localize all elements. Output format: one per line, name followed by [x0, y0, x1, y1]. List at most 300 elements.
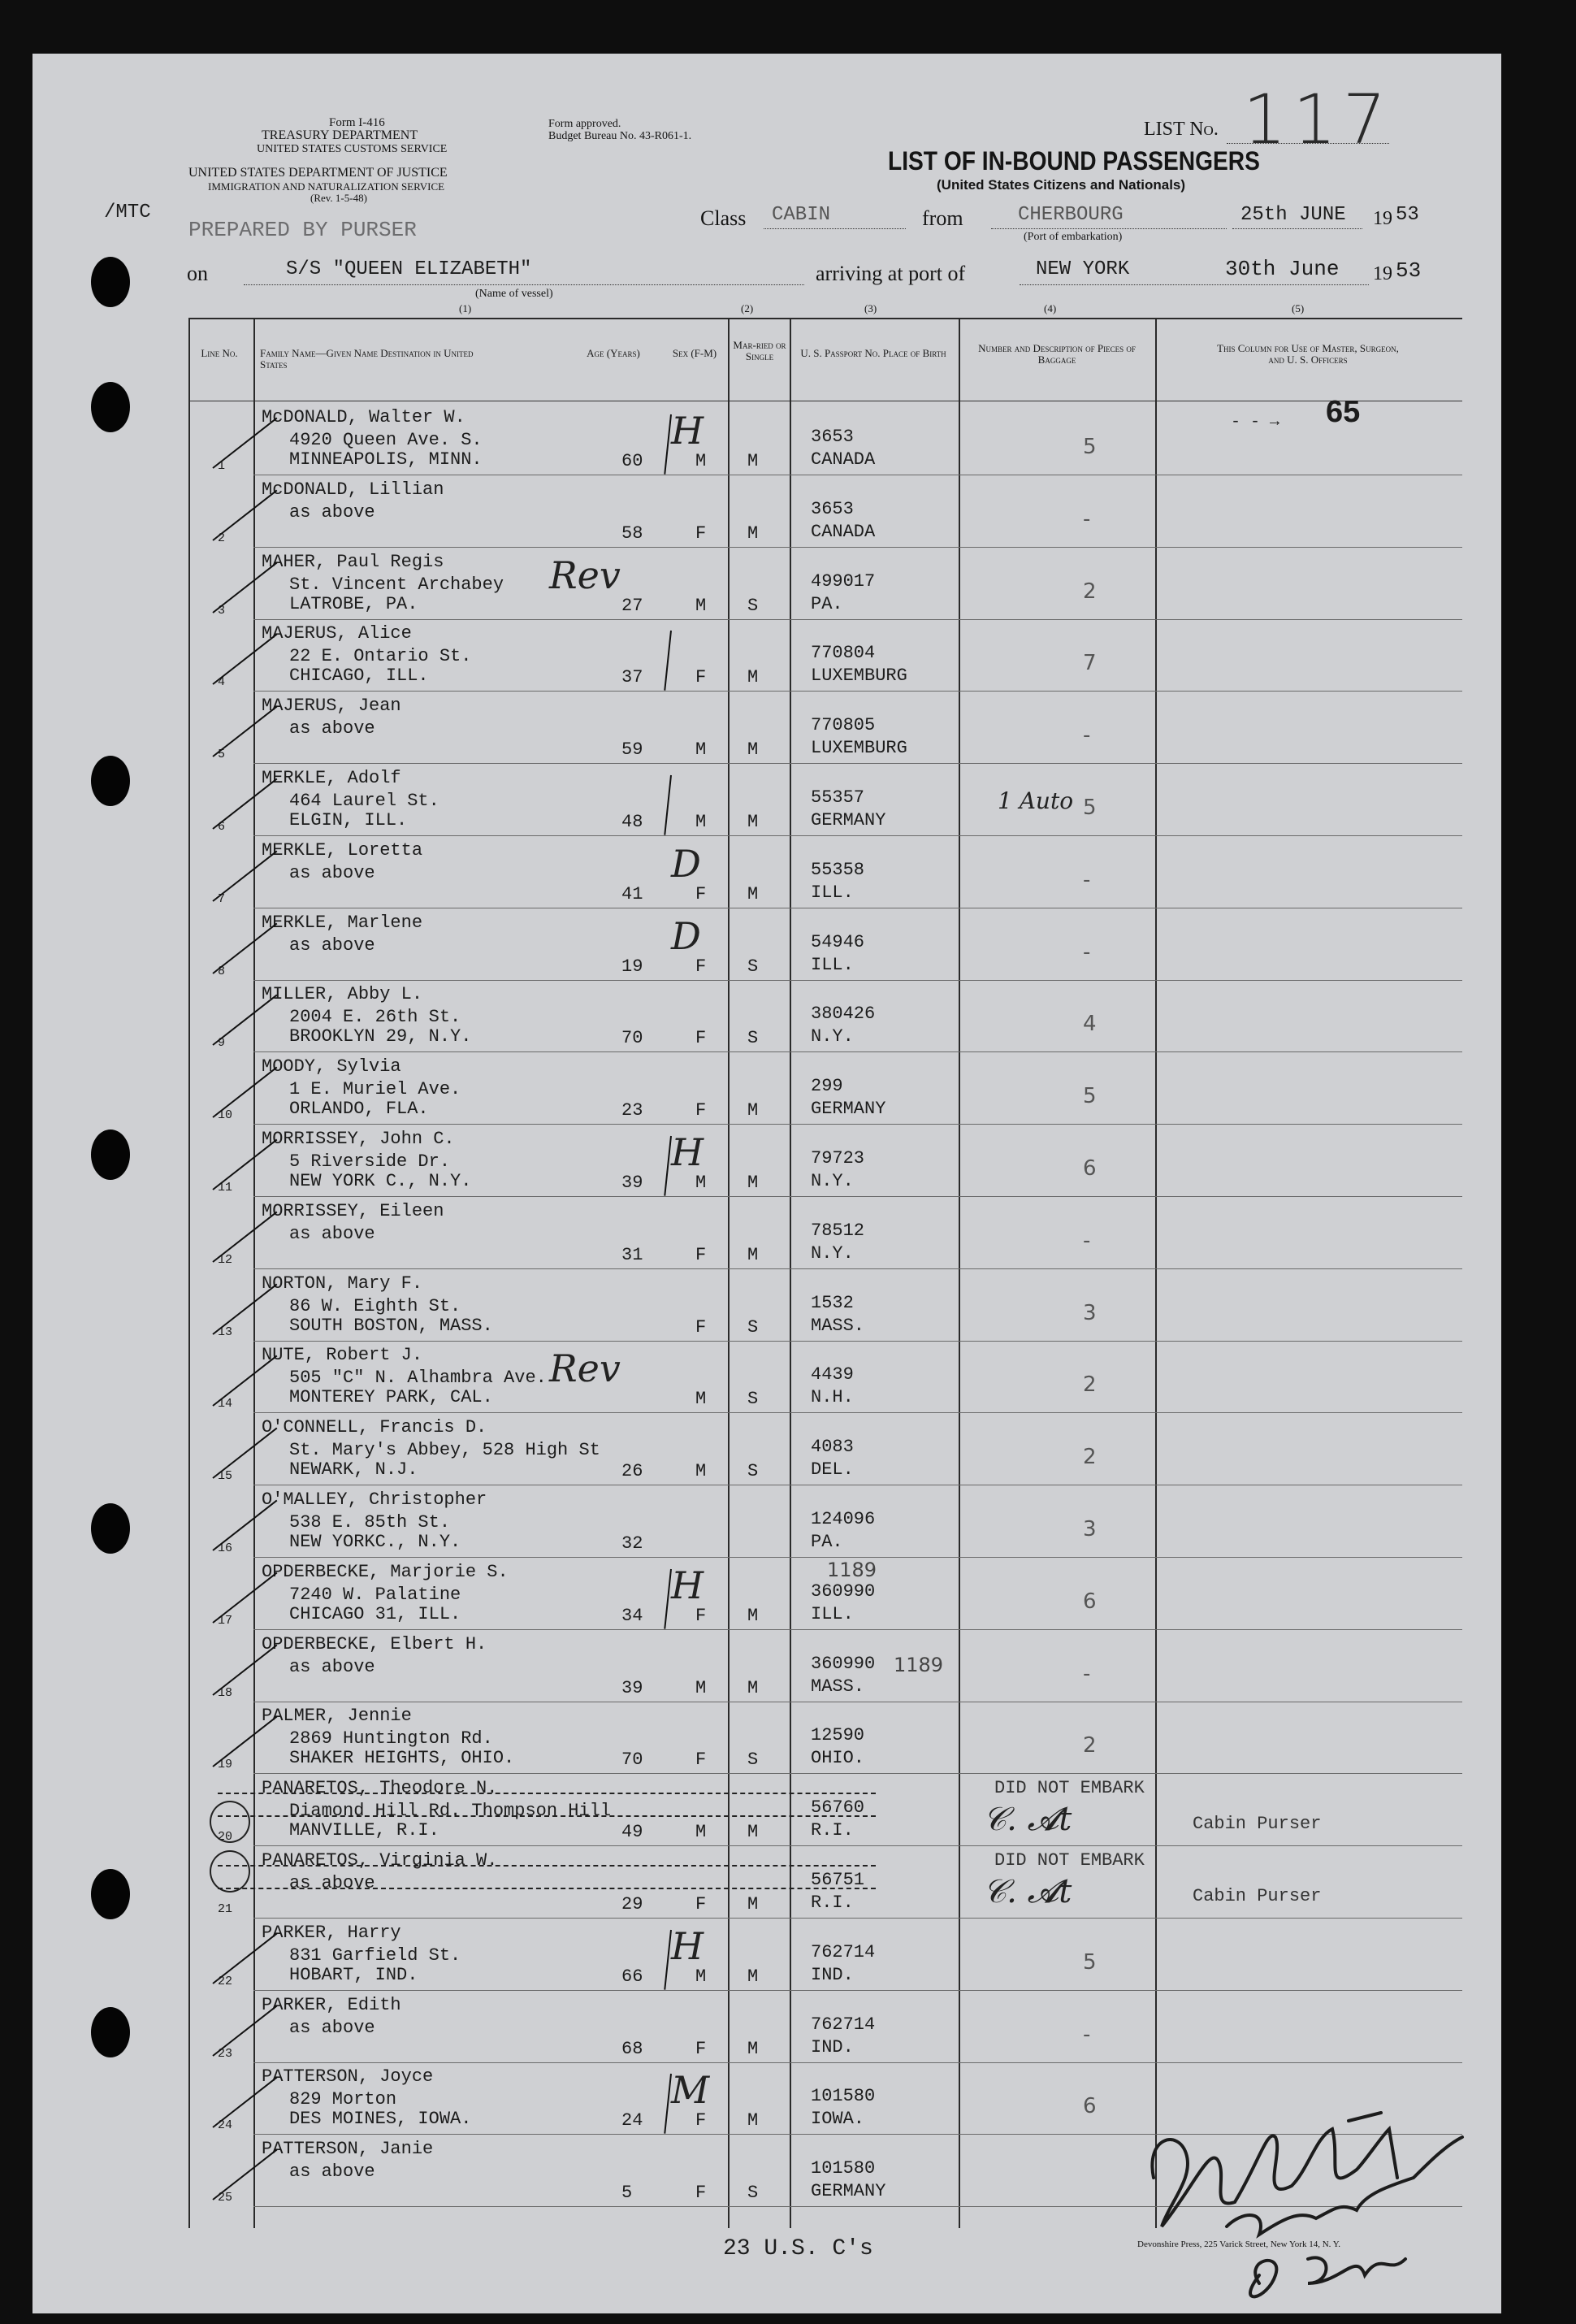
address-line-1: 505 "C" N. Alhambra Ave.: [289, 1368, 547, 1388]
handwritten-mark: D: [671, 914, 701, 958]
purser-initials-mark: 𝒞. 𝓐t: [983, 1873, 1072, 1910]
table-row: [0, 547, 1576, 618]
passport-number: 1532: [811, 1293, 854, 1313]
officer-note: 65: [1326, 395, 1361, 429]
place-of-birth: LUXEMBURG: [811, 666, 907, 686]
passport-number: 360990: [811, 1581, 876, 1602]
passenger-sex: M: [695, 1678, 707, 1698]
marital-status: M: [747, 451, 759, 471]
marital-status: M: [747, 884, 759, 904]
vessel-caption: (Name of vessel): [475, 288, 553, 300]
address-line-2: ORLANDO, FLA.: [289, 1099, 429, 1119]
place-of-birth: LUXEMBURG: [811, 738, 907, 758]
passenger-age: 19: [621, 956, 643, 977]
treasury-department: TREASURY DEPARTMENT: [262, 128, 418, 142]
passenger-age: 41: [621, 884, 643, 904]
address-line-1: as above: [289, 1657, 375, 1677]
col-num-2: (2): [741, 302, 754, 314]
passenger-name: NUTE, Robert J.: [262, 1345, 423, 1365]
address-line-2: DES MOINES, IOWA.: [289, 2109, 472, 2129]
address-line-2: MANVILLE, R.I.: [289, 1820, 439, 1841]
handwritten-mark: H: [671, 1563, 704, 1607]
handwritten-mark: H: [671, 1924, 704, 1968]
marital-status: S: [747, 1028, 759, 1048]
class-underline: [764, 228, 906, 229]
passenger-name: McDONALD, Walter W.: [262, 407, 465, 427]
address-line-1: as above: [289, 863, 375, 883]
form-approved: Form approved.: [548, 118, 621, 130]
passenger-age: 26: [621, 1461, 643, 1481]
passenger-age: 58: [621, 523, 643, 544]
passenger-name: PARKER, Harry: [262, 1923, 401, 1943]
inspector-stroke: [664, 631, 672, 691]
check-tick: [212, 778, 277, 830]
passport-correction: 1189: [827, 1559, 877, 1581]
address-line-2: SHAKER HEIGHTS, OHIO.: [289, 1748, 515, 1768]
passenger-sex: F: [695, 523, 707, 544]
circled-line-number: [210, 1850, 250, 1893]
address-line-1: 22 E. Ontario St.: [289, 646, 472, 666]
line-number: 3: [218, 604, 226, 618]
from-underline: [991, 228, 1227, 229]
col-num-4: (4): [1044, 302, 1057, 314]
passenger-age: 49: [621, 1822, 643, 1842]
baggage-count: 3: [1083, 1517, 1097, 1541]
check-tick: [212, 1428, 277, 1479]
passport-number: 299: [811, 1076, 843, 1096]
passenger-name: MILLER, Abby L.: [262, 984, 423, 1004]
passenger-sex: F: [695, 2110, 707, 2131]
marital-status: S: [747, 2183, 759, 2203]
marital-status: M: [747, 812, 759, 832]
address-line-1: Diamond Hill Rd. Thompson Hill: [289, 1801, 612, 1821]
address-line-2: BROOKLYN 29, N.Y.: [289, 1026, 472, 1047]
passenger-age: 27: [621, 596, 643, 616]
line-number: 12: [218, 1253, 233, 1267]
passenger-name: MAJERUS, Jean: [262, 696, 401, 716]
place-of-birth: GERMANY: [811, 810, 886, 830]
passenger-sex: M: [695, 812, 707, 832]
address-line-1: 464 Laurel St.: [289, 791, 439, 811]
place-of-birth: CANADA: [811, 449, 876, 470]
passenger-name: MERKLE, Loretta: [262, 840, 423, 861]
baggage-count: 7: [1083, 651, 1097, 675]
arrival-date: 30th June: [1225, 257, 1340, 281]
address-line-1: 538 E. 85th St.: [289, 1512, 451, 1533]
address-line-1: 2869 Huntington Rd.: [289, 1728, 493, 1749]
passenger-sex: M: [695, 451, 707, 471]
address-line-1: St. Vincent Archabey: [289, 574, 504, 595]
class-label: Class: [700, 206, 747, 230]
line-number: 9: [218, 1036, 226, 1050]
vessel-name: S/S "QUEEN ELIZABETH": [286, 258, 532, 280]
strikethrough-line: [218, 1815, 876, 1817]
address-line-1: 86 W. Eighth St.: [289, 1296, 461, 1316]
table-row: [0, 1918, 1576, 1989]
baggage-count: 5: [1083, 796, 1097, 820]
passenger-name: PANARETOS, Virginia W.: [262, 1850, 498, 1871]
table-row: [0, 1412, 1576, 1484]
passenger-sex: F: [695, 1894, 707, 1914]
passport-number: 12590: [811, 1725, 865, 1745]
place-of-birth: PA.: [811, 1532, 843, 1552]
table-row: [0, 1124, 1576, 1195]
table-row: [0, 908, 1576, 979]
place-of-birth: N.Y.: [811, 1171, 854, 1191]
place-of-birth: ILL.: [811, 1604, 854, 1624]
passenger-name: O'CONNELL, Francis D.: [262, 1417, 487, 1437]
passenger-age: 60: [621, 451, 643, 471]
line-number: 20: [218, 1830, 233, 1844]
line-number: 13: [218, 1325, 233, 1339]
baggage-count: 5: [1083, 435, 1097, 459]
list-subtitle: (United States Citizens and Nationals): [937, 177, 1186, 193]
passenger-sex: F: [695, 1750, 707, 1770]
circled-line-number: [210, 1801, 250, 1843]
address-line-1: as above: [289, 718, 375, 739]
baggage-count: 6: [1083, 1156, 1097, 1181]
table-row: [0, 979, 1576, 1051]
line-number: 10: [218, 1108, 233, 1122]
check-tick: [212, 1500, 277, 1551]
table-row: [0, 1340, 1576, 1411]
passport-number: 101580: [811, 2086, 876, 2106]
address-line-2: MINNEAPOLIS, MINN.: [289, 449, 483, 470]
place-of-birth: GERMANY: [811, 2181, 886, 2201]
prepared-by: PREPARED BY PURSER: [188, 218, 417, 242]
address-line-1: 831 Garfield St.: [289, 1945, 461, 1966]
header-baggage: Number and Description of Pieces of Baggage: [978, 342, 1136, 366]
address-line-2: NEW YORK C., N.Y.: [289, 1171, 472, 1191]
passenger-sex: F: [695, 1245, 707, 1265]
address-line-1: 829 Morton: [289, 2089, 397, 2109]
passenger-sex: M: [695, 1461, 707, 1481]
printer-imprint: Devonshire Press, 225 Varick Street, New York 14, N. Y.: [1137, 2239, 1341, 2249]
line-number: 17: [218, 1614, 233, 1628]
address-line-1: as above: [289, 1224, 375, 1244]
passenger-name: PALMER, Jennie: [262, 1706, 412, 1726]
passenger-name: PATTERSON, Joyce: [262, 2066, 434, 2087]
passport-number: 56751: [811, 1870, 865, 1890]
place-of-birth: R.I.: [811, 1893, 854, 1913]
did-not-embark-note: DID NOT EMBARK: [994, 1778, 1145, 1798]
passenger-sex: F: [695, 956, 707, 977]
table-row: [0, 835, 1576, 907]
handwritten-mark: Rev: [549, 1346, 621, 1390]
check-tick: [212, 1645, 277, 1696]
passport-number: 360990: [811, 1654, 876, 1674]
check-tick: [212, 1212, 277, 1263]
check-tick: [212, 1067, 277, 1118]
form-revision: (Rev. 1-5-48): [310, 192, 367, 204]
passport-number: 4439: [811, 1364, 854, 1385]
inspector-signature: [1121, 2015, 1495, 2324]
place-of-birth: IND.: [811, 1965, 854, 1985]
address-line-2: HOBART, IND.: [289, 1965, 418, 1985]
passenger-sex: F: [695, 1606, 707, 1626]
check-tick: [212, 1284, 277, 1335]
table-row: [0, 1485, 1576, 1556]
table-row: [0, 1629, 1576, 1701]
baggage-count: -: [1083, 723, 1091, 748]
address-line-2: ELGIN, ILL.: [289, 810, 408, 830]
address-line-1: 5 Riverside Dr.: [289, 1151, 451, 1172]
check-tick: [212, 490, 277, 541]
marital-status: M: [747, 1173, 759, 1193]
passenger-name: PANARETOS, Theodore N.: [262, 1778, 498, 1798]
check-tick: [212, 706, 277, 757]
passenger-age: 32: [621, 1533, 643, 1554]
passenger-sex: M: [695, 596, 707, 616]
depart-year-prefix: 19: [1373, 208, 1392, 229]
line-number: 5: [218, 748, 226, 761]
check-tick: [212, 923, 277, 974]
line-number: 14: [218, 1397, 233, 1411]
header-name: Family Name—Given Name Destination in United States: [260, 347, 474, 371]
table-top-border: [188, 318, 1462, 319]
line-number: 23: [218, 2047, 233, 2061]
mtc-code: /MTC: [104, 202, 151, 223]
handwritten-mark: H: [671, 409, 704, 453]
immigration-service: IMMIGRATION AND NATURALIZATION SERVICE: [208, 180, 445, 193]
header-married: Mar-ried or Single: [733, 339, 786, 362]
passenger-name: MAJERUS, Alice: [262, 623, 412, 644]
form-number: Form I-416: [329, 116, 385, 129]
arrival-port: NEW YORK: [1036, 258, 1130, 280]
place-of-birth: CANADA: [811, 522, 876, 542]
depart-year: 53: [1396, 204, 1419, 226]
passenger-age: 48: [621, 812, 643, 832]
place-of-birth: N.Y.: [811, 1026, 854, 1047]
marital-status: S: [747, 596, 759, 616]
arrival-year-prefix: 19: [1373, 263, 1392, 284]
passenger-sex: F: [695, 667, 707, 687]
table-row: [0, 618, 1576, 690]
place-of-birth: PA.: [811, 594, 843, 614]
passenger-sex: F: [695, 1100, 707, 1121]
table-row: [0, 1557, 1576, 1628]
marital-status: M: [747, 1245, 759, 1265]
table-row: [0, 1196, 1576, 1268]
address-line-2: SOUTH BOSTON, MASS.: [289, 1316, 493, 1336]
marital-status: M: [747, 1100, 759, 1121]
passport-number: 499017: [811, 571, 876, 592]
passenger-name: MERKLE, Adolf: [262, 768, 401, 788]
handwritten-mark: Rev: [549, 553, 621, 597]
arriving-label: arriving at port of: [816, 262, 966, 285]
line-number: 4: [218, 675, 226, 689]
depart-date-underline: [1232, 228, 1362, 229]
baggage-count: 6: [1083, 2094, 1097, 2118]
address-line-1: as above: [289, 2018, 375, 2038]
line-number: 11: [218, 1181, 233, 1195]
passenger-sex: M: [695, 1389, 707, 1409]
passenger-age: 34: [621, 1606, 643, 1626]
passenger-name: McDONALD, Lillian: [262, 479, 444, 500]
place-of-birth: ILL.: [811, 882, 854, 903]
passport-number: 3653: [811, 427, 854, 447]
col-num-1: (1): [459, 302, 472, 314]
passenger-age: 37: [621, 667, 643, 687]
place-of-birth: ILL.: [811, 955, 854, 975]
passenger-age: 39: [621, 1173, 643, 1193]
department-of-justice: UNITED STATES DEPARTMENT OF JUSTICE: [188, 166, 448, 180]
line-number: 22: [218, 1975, 233, 1988]
passenger-sex: F: [695, 1028, 707, 1048]
table-row: [0, 475, 1576, 546]
table-row: [0, 1701, 1576, 1772]
address-line-1: 2004 E. 26th St.: [289, 1007, 461, 1027]
customs-service: UNITED STATES CUSTOMS SERVICE: [257, 143, 448, 155]
passenger-name: MAHER, Paul Regis: [262, 552, 444, 572]
passenger-sex: F: [695, 2039, 707, 2059]
marital-status: M: [747, 1678, 759, 1698]
marital-status: M: [747, 1606, 759, 1626]
address-line-1: as above: [289, 1873, 375, 1893]
check-tick: [212, 634, 277, 685]
header-officers: This Column for Use of Master, Surgeon, and U. S. Officers: [1217, 342, 1399, 366]
place-of-birth: MASS.: [811, 1676, 865, 1697]
place-of-birth: GERMANY: [811, 1099, 886, 1119]
handwritten-mark: 1 Auto: [998, 787, 1074, 814]
passenger-name: PARKER, Edith: [262, 1995, 401, 2015]
passenger-age: 5: [621, 2183, 633, 2203]
baggage-count: 4: [1083, 1012, 1097, 1036]
address-line-1: 7240 W. Palatine: [289, 1585, 461, 1605]
passport-number: 770805: [811, 715, 876, 735]
officer-dash-mark: - - →: [1231, 413, 1280, 431]
purser-initials-mark: 𝒞. 𝓐t: [983, 1801, 1072, 1838]
check-tick: [212, 1572, 277, 1624]
baggage-count: 3: [1083, 1301, 1097, 1325]
line-number: 7: [218, 892, 226, 906]
passenger-sex: M: [695, 1966, 707, 1987]
marital-status: M: [747, 1822, 759, 1842]
passenger-name: OPDERBECKE, Marjorie S.: [262, 1562, 509, 1582]
address-line-2: CHICAGO, ILL.: [289, 666, 429, 686]
on-label: on: [187, 262, 208, 285]
line-number: 15: [218, 1469, 233, 1483]
marital-status: M: [747, 1894, 759, 1914]
place-of-birth: IOWA.: [811, 2109, 865, 2129]
passport-number: 55358: [811, 860, 865, 880]
punch-hole: [91, 257, 130, 307]
baggage-count: -: [1083, 1229, 1091, 1253]
col-num-5: (5): [1292, 302, 1305, 314]
passenger-name: O'MALLEY, Christopher: [262, 1489, 487, 1510]
table-row: [0, 1845, 1576, 1917]
baggage-count: -: [1083, 868, 1091, 892]
passenger-sex: M: [695, 739, 707, 760]
place-of-birth: DEL.: [811, 1459, 854, 1480]
baggage-count: -: [1083, 1662, 1091, 1686]
passport-number: 770804: [811, 643, 876, 663]
passenger-name: MORRISSEY, Eileen: [262, 1201, 444, 1221]
passenger-sex: M: [695, 1822, 707, 1842]
header-age: Age (Years): [587, 347, 640, 359]
strikethrough-line: [218, 1865, 876, 1867]
marital-status: M: [747, 1966, 759, 1987]
passport-number: 380426: [811, 1004, 876, 1024]
table-row: [0, 691, 1576, 762]
place-of-birth: R.I.: [811, 1820, 854, 1841]
list-no-underline: [1227, 143, 1389, 144]
cabin-purser-note: Cabin Purser: [1193, 1886, 1322, 1906]
passenger-age: 23: [621, 1100, 643, 1121]
baggage-count: 6: [1083, 1589, 1097, 1614]
list-number: 117: [1243, 80, 1393, 159]
baggage-count: 5: [1083, 1950, 1097, 1975]
check-tick: [212, 1139, 277, 1190]
check-tick: [212, 995, 277, 1046]
place-of-birth: IND.: [811, 2037, 854, 2057]
line-number: 24: [218, 2118, 233, 2132]
passenger-age: 29: [621, 1894, 643, 1914]
marital-status: S: [747, 1317, 759, 1338]
passenger-name: MOODY, Sylvia: [262, 1056, 401, 1077]
baggage-count: 5: [1083, 1084, 1097, 1108]
address-line-2: NEWARK, N.J.: [289, 1459, 418, 1480]
header-line-no: Line No.: [201, 347, 238, 359]
line-number: 1: [218, 459, 226, 473]
baggage-count: -: [1083, 2023, 1091, 2047]
line-number: 8: [218, 965, 226, 978]
passport-number: 4083: [811, 1437, 854, 1457]
passport-number: 3653: [811, 499, 854, 519]
passenger-sex: F: [695, 884, 707, 904]
list-title: LIST OF IN-BOUND PASSENGERS: [888, 146, 1260, 176]
line-number: 6: [218, 820, 226, 834]
passport-correction: 1189: [894, 1654, 944, 1676]
arrival-year: 53: [1396, 258, 1422, 283]
strikethrough-line: [218, 1793, 876, 1794]
citizen-count: 23 U.S. C's: [723, 2236, 873, 2261]
port-embark-caption: (Port of embarkation): [1024, 231, 1123, 243]
address-line-2: CHICAGO 31, ILL.: [289, 1604, 461, 1624]
place-of-birth: N.Y.: [811, 1243, 854, 1264]
marital-status: M: [747, 2039, 759, 2059]
inspector-stroke: [664, 775, 672, 835]
marital-status: S: [747, 1389, 759, 1409]
passport-number: 101580: [811, 2158, 876, 2179]
passenger-age: 24: [621, 2110, 643, 2131]
address-line-1: as above: [289, 935, 375, 956]
check-tick: [212, 2149, 277, 2200]
marital-status: S: [747, 1750, 759, 1770]
passenger-name: PATTERSON, Janie: [262, 2139, 434, 2159]
col-num-3: (3): [864, 302, 877, 314]
passenger-name: MORRISSEY, John C.: [262, 1129, 455, 1149]
address-line-2: MONTEREY PARK, CAL.: [289, 1387, 493, 1407]
address-line-1: as above: [289, 2161, 375, 2182]
table-row: [0, 1051, 1576, 1123]
handwritten-mark: M: [671, 2068, 710, 2112]
marital-status: S: [747, 1461, 759, 1481]
table-row: [0, 763, 1576, 835]
strikethrough-line: [218, 1888, 876, 1889]
marital-status: S: [747, 956, 759, 977]
passenger-age: 31: [621, 1245, 643, 1265]
passenger-age: 70: [621, 1750, 643, 1770]
marital-status: M: [747, 523, 759, 544]
arrival-port-underline: [1020, 284, 1369, 285]
place-of-birth: MASS.: [811, 1316, 865, 1336]
check-tick: [212, 562, 277, 614]
baggage-count: 2: [1083, 1372, 1097, 1397]
address-line-1: St. Mary's Abbey, 528 High St: [289, 1440, 600, 1460]
handwritten-mark: D: [671, 842, 701, 886]
budget-bureau: Budget Bureau No. 43-R061-1.: [548, 130, 692, 142]
